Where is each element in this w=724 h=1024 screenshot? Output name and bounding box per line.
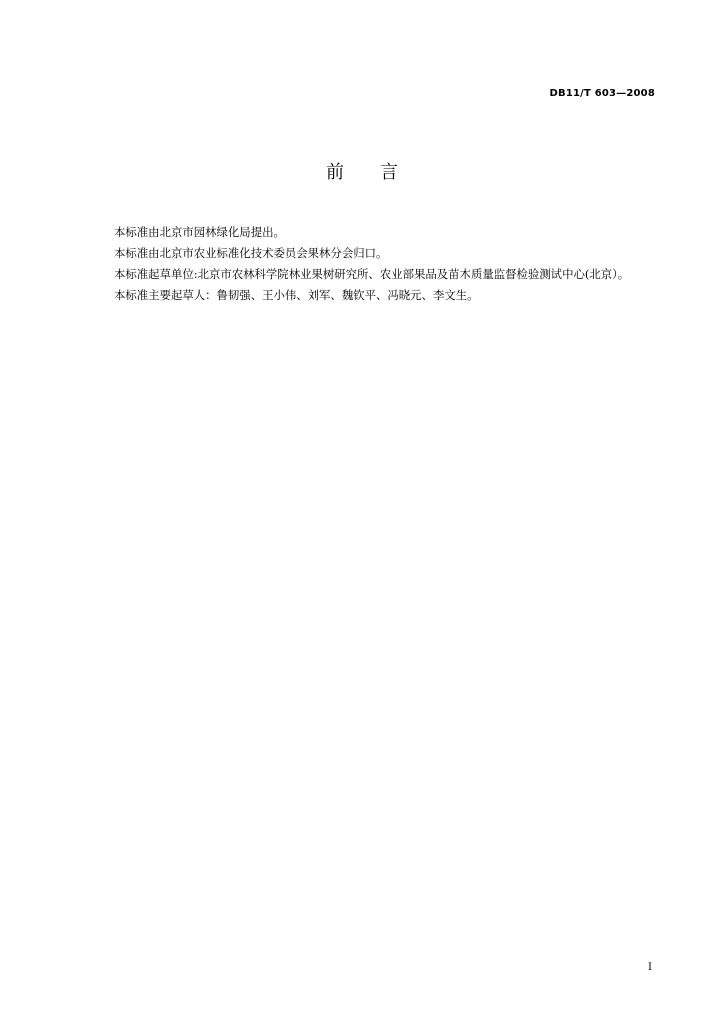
- page-number: I: [648, 962, 652, 973]
- page-title: 前 言: [326, 162, 398, 183]
- foreword-body: [81, 222, 661, 306]
- paragraph-drafters: 本标准主要起草人：鲁韧强、王小伟、刘军、魏钦平、冯晓元、李文生。: [114, 288, 479, 302]
- standard-code: DB11/T 603—2008: [549, 88, 655, 99]
- paragraph-proposer: 本标准由北京市园林绿化局提出。: [114, 225, 285, 239]
- paragraph-administrator: 本标准由北京市农业标准化技术委员会果林分会归口。: [114, 246, 388, 260]
- paragraph-drafting-units: 本标准起草单位:北京市农林科学院林业果树研究所、农业部果品及苗木质量监督检验测试中心(北京）。: [114, 267, 630, 281]
